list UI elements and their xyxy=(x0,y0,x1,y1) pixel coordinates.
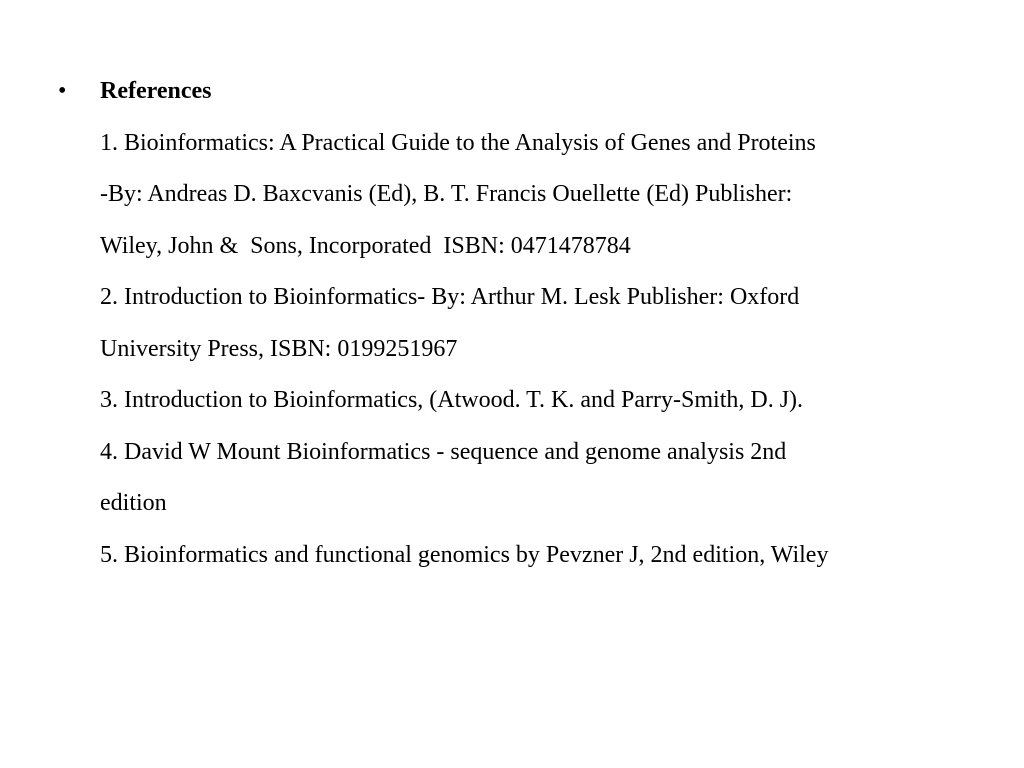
reference-line: 1. Bioinformatics: A Practical Guide to the Analysis of Genes and Proteins xyxy=(100,129,816,156)
reference-line: University Press, ISBN: 0199251967 xyxy=(100,335,458,362)
reference-line: Wiley, John & Sons, Incorporated ISBN: 0471478784 xyxy=(100,232,631,259)
reference-line: 5. Bioinformatics and functional genomics by Pevzner J, 2nd edition, Wiley xyxy=(100,541,829,568)
bullet-point: • xyxy=(58,78,67,104)
reference-line: 2. Introduction to Bioinformatics- By: Arthur M. Lesk Publisher: Oxford xyxy=(100,284,800,310)
references-list xyxy=(100,74,1000,589)
reference-line: edition xyxy=(100,490,167,516)
reference-line: -By: Andreas D. Baxcvanis (Ed), B. T. Francis Ouellette (Ed) Publisher: xyxy=(100,181,793,207)
reference-line: 4. David W Mount Bioinformatics - sequence and genome analysis 2nd xyxy=(100,438,787,465)
references-heading: References xyxy=(100,78,212,104)
reference-line: 3. Introduction to Bioinformatics, (Atwood. T. K. and Parry-Smith, D. J). xyxy=(100,387,804,413)
